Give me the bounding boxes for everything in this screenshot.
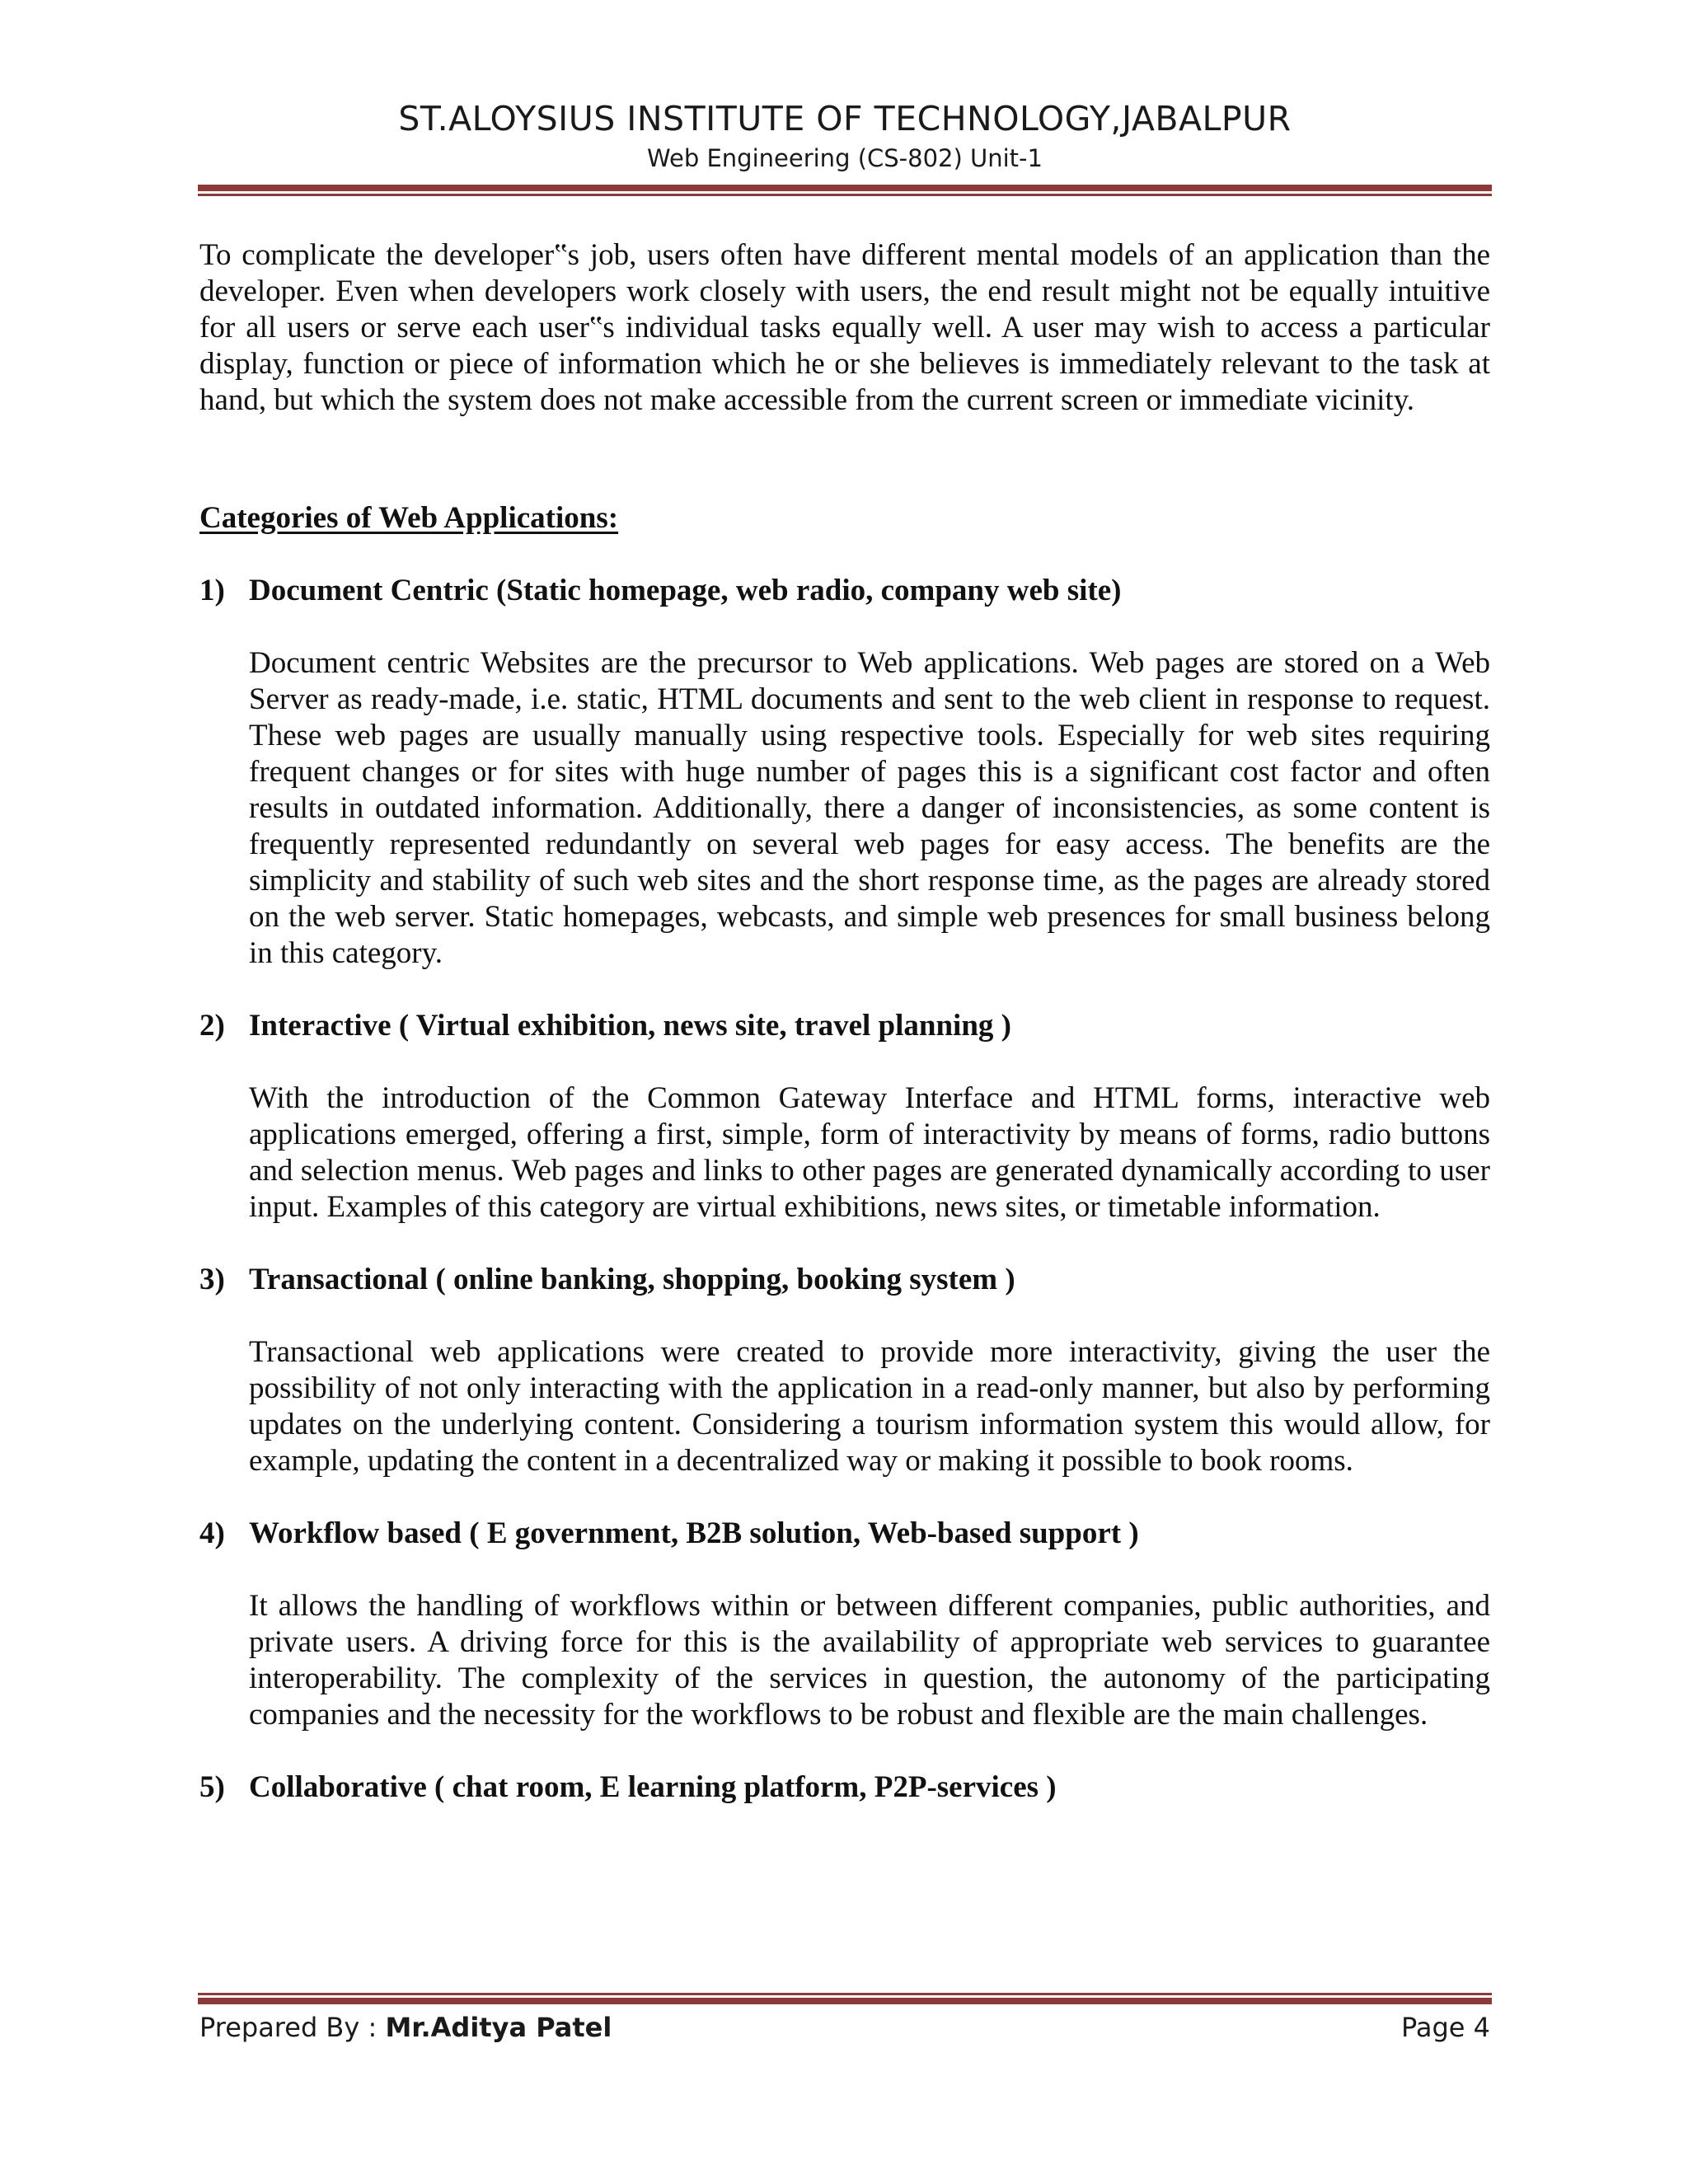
prepared-by-label: Prepared By : bbox=[199, 2012, 386, 2043]
course-subtitle: Web Engineering (CS-802) Unit-1 bbox=[647, 144, 1043, 172]
footer-credit bbox=[199, 2009, 612, 2046]
institute-title: ST.ALOYSIUS INSTITUTE OF TECHNOLOGY,JABALPUR bbox=[398, 99, 1292, 138]
category-item bbox=[199, 573, 1490, 972]
category-description: Transactional web applications were created to provide more interactivity, giving the user the possibility of not only interacting with the application in a read-only manner, but also by performing updates on the underlying content. Considering a tourism information system this would allow, for example, updating the content in a decentralized way or making it possible to book rooms. bbox=[249, 1335, 1490, 1478]
category-title-text: Document Centric (Static homepage, web radio, company web site) bbox=[249, 574, 1122, 607]
category-title-text: Collaborative ( chat room, E learning platform, P2P-services ) bbox=[249, 1770, 1057, 1804]
page-footer bbox=[199, 2009, 1490, 2046]
category-title bbox=[199, 573, 1490, 609]
category-number: 4) bbox=[199, 1516, 225, 1550]
section-heading: Categories of Web Applications: bbox=[199, 501, 619, 535]
page-number: Page 4 bbox=[1401, 2012, 1490, 2043]
category-title-text: Transactional ( online banking, shopping, booking system ) bbox=[249, 1263, 1015, 1296]
page-content bbox=[199, 237, 1490, 1806]
category-title-text: Interactive ( Virtual exhibition, news site, travel planning ) bbox=[249, 1009, 1011, 1043]
category-title bbox=[199, 1769, 1490, 1806]
category-item bbox=[199, 1262, 1490, 1479]
category-title bbox=[199, 1516, 1490, 1552]
page-header bbox=[198, 97, 1492, 175]
author-name: Mr.Aditya Patel bbox=[385, 2012, 612, 2043]
category-number: 3) bbox=[199, 1263, 225, 1296]
category-description: Document centric Websites are the precursor to Web applications. Web pages are stored on a Web Server as ready-made, i.e. static, HTML documents and sent to the web client in response to request. These web pages are usually manually using respective tools. Especially for web sites requiring frequent changes or for sites with huge number of pages this is a significant cost factor and often results in outdated information. Additionally, there a danger of inconsistencies, as some content is frequently represented redundantly on several web pages for easy access. The benefits are the simplicity and stability of such web sites and the short response time, as the pages are already stored on the web server. Static homepages, webcasts, and simple web presences for small business belong in this category. bbox=[249, 646, 1490, 970]
category-item bbox=[199, 1769, 1490, 1806]
category-title bbox=[199, 1008, 1490, 1044]
category-title bbox=[199, 1262, 1490, 1298]
category-description: With the introduction of the Common Gateway Interface and HTML forms, interactive web applications emerged, offering a first, simple, form of interactivity by means of forms, radio buttons and selection menus. Web pages and links to other pages are generated dynamically according to user input. Examples of this category are virtual exhibitions, news sites, or timetable information. bbox=[249, 1081, 1490, 1224]
category-number: 5) bbox=[199, 1770, 225, 1804]
header-divider bbox=[198, 185, 1492, 196]
footer-divider bbox=[198, 1993, 1492, 2004]
intro-paragraph: To complicate the developer‟s job, users often have different mental models of an application than the developer. Even when developers work closely with users, the end result might not be equally intuitive for all users or serve each user‟s individual tasks equally well. A user may wish to access a particular display, function or piece of information which he or she believes is immediately relevant to the task at hand, but which the system does not make accessible from the current screen or immediate vicinity. bbox=[199, 238, 1490, 417]
category-title-text: Workflow based ( E government, B2B solution, Web-based support ) bbox=[249, 1516, 1139, 1550]
category-number: 1) bbox=[199, 574, 225, 607]
category-number: 2) bbox=[199, 1009, 225, 1043]
category-item bbox=[199, 1008, 1490, 1226]
category-item bbox=[199, 1516, 1490, 1733]
category-description: It allows the handling of workflows within or between different companies, public authorities, and private users. A driving force for this is the availability of appropriate web services to guarantee interoperability. The complexity of the services in question, the autonomy of the participating companies and the necessity for the workflows to be robust and flexible are the main challenges. bbox=[249, 1589, 1490, 1732]
